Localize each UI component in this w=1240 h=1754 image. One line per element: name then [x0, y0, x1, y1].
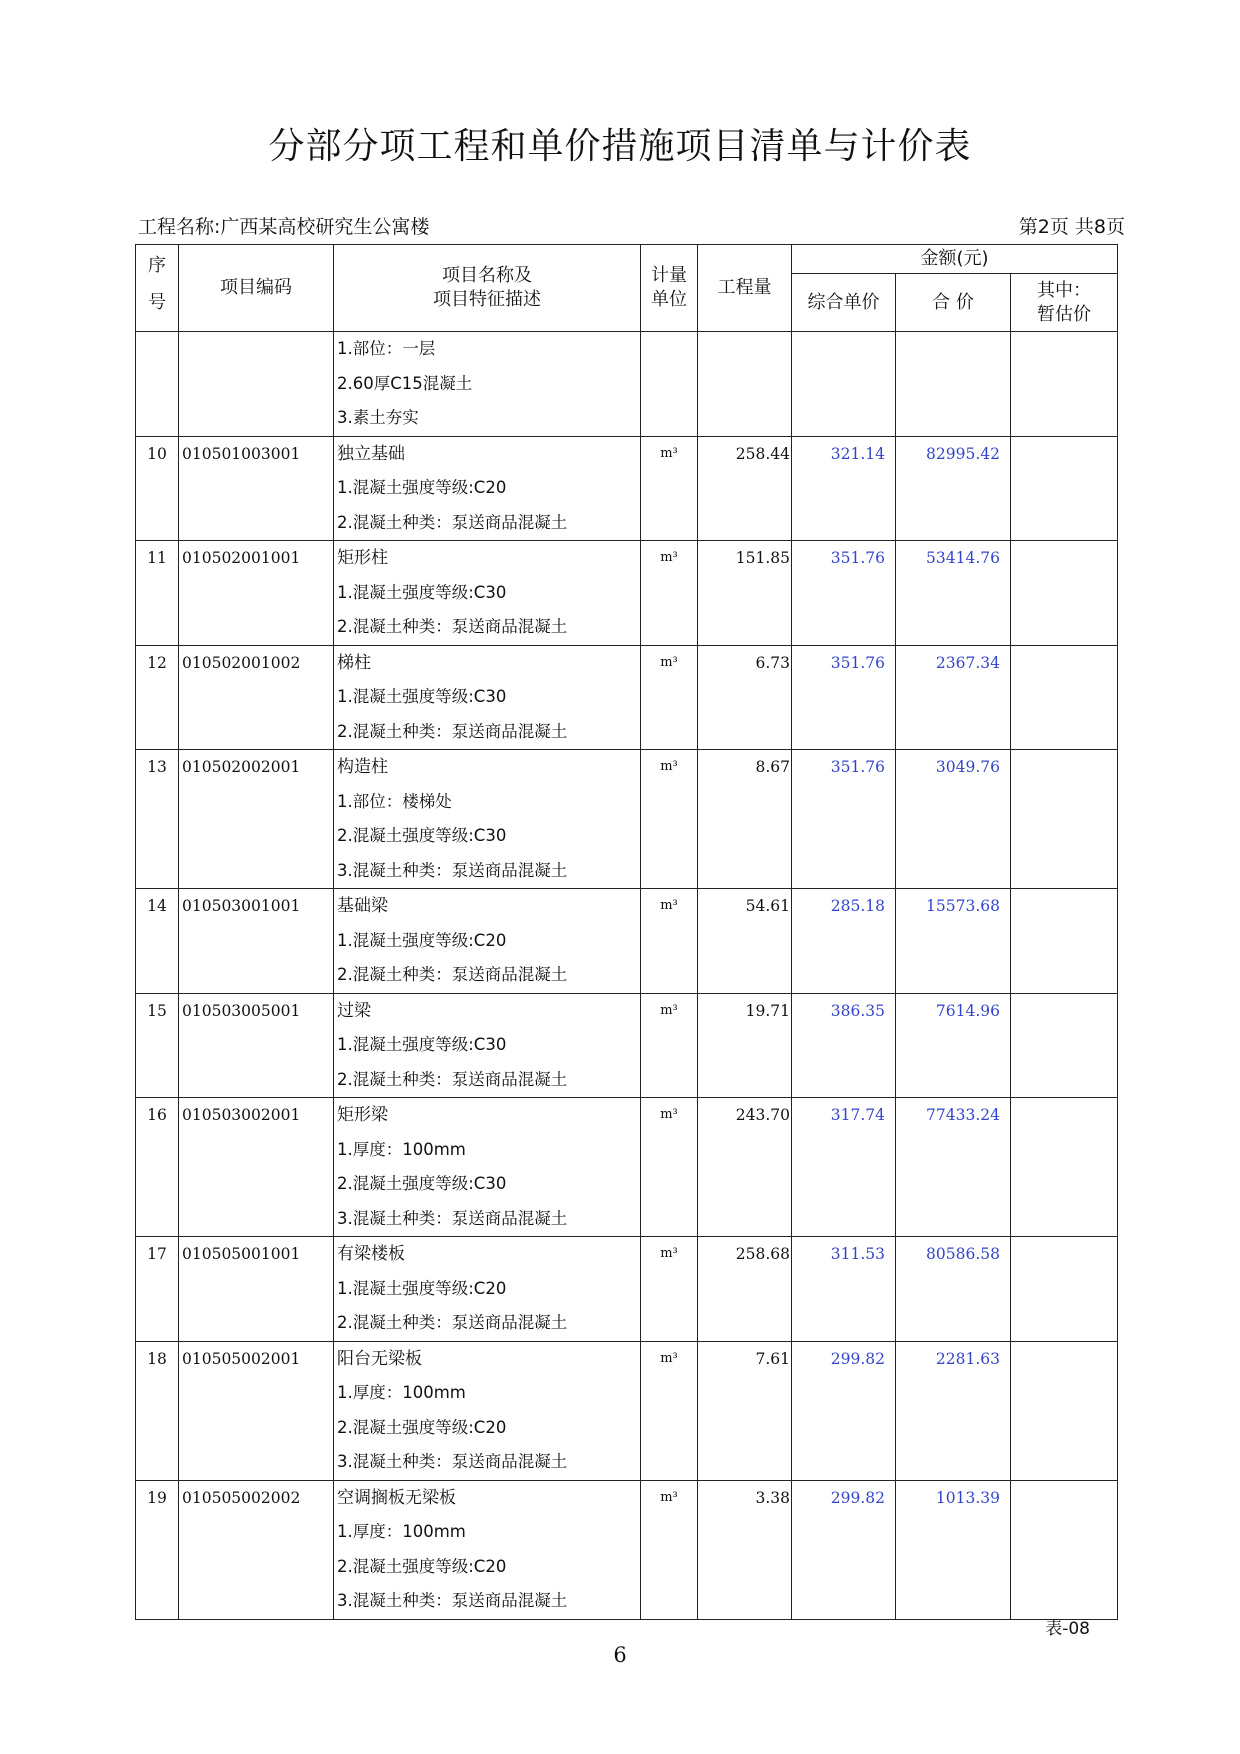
cell-total [896, 1098, 1011, 1237]
desc-line: 2.60厚C15混凝土 [337, 373, 473, 393]
project-name: 工程名称:广西某高校研究生公寓楼 [138, 216, 430, 238]
header-unit: 计量 单位 [641, 245, 698, 332]
total-value: 7614.96 [935, 1001, 1000, 1020]
desc-line: 3.素土夯实 [337, 408, 419, 427]
total-value: 2367.34 [935, 653, 1000, 672]
table-row [136, 993, 1118, 1098]
cell-qty [698, 1237, 792, 1342]
seq-value: 17 [147, 1245, 167, 1263]
unit-price-value: 351.76 [830, 653, 885, 672]
desc-line: 3.混凝土种类：泵送商品混凝土 [337, 1208, 568, 1228]
item-name: 基础梁 [337, 896, 388, 916]
desc-line: 2.混凝土种类：泵送商品混凝土 [337, 1313, 568, 1332]
cell-unit [641, 1098, 698, 1237]
cell-code [179, 889, 334, 994]
cell-total [896, 436, 1011, 541]
desc-line: 1.部位：一层 [337, 339, 436, 358]
desc-line: 3.混凝土种类：泵送商品混凝土 [337, 1591, 568, 1610]
cell-code [179, 1341, 334, 1480]
unit-price-value: 351.76 [830, 758, 885, 776]
unit-price-value: 386.35 [830, 1001, 885, 1020]
header-seq: 序 号 [136, 245, 179, 332]
cell-qty [698, 889, 792, 994]
desc-line: 1.厚度：100mm [337, 1522, 466, 1541]
cell-qty [698, 993, 792, 1098]
bill-table [135, 244, 1118, 1620]
cell-unit [641, 541, 698, 646]
code-value: 010503005001 [182, 1001, 301, 1020]
cell-seq [136, 1237, 179, 1342]
cell-total [896, 750, 1011, 889]
item-name: 有梁楼板 [337, 1244, 405, 1264]
cell-est [1011, 332, 1118, 437]
cell-total [896, 645, 1011, 750]
seq-value: 11 [147, 549, 167, 567]
cell-desc [334, 436, 641, 541]
page-number: 6 [613, 1643, 627, 1667]
desc-line: 2.混凝土种类：泵送商品混凝土 [337, 721, 568, 741]
unit-price-value: 351.76 [830, 549, 885, 567]
cell-estimate [1011, 1480, 1118, 1619]
item-name: 空调搁板无梁板 [337, 1487, 456, 1508]
total-value: 2281.63 [935, 1349, 1000, 1368]
cell-estimate [1011, 1341, 1118, 1480]
cell-estimate [1011, 993, 1118, 1098]
cell-unit [641, 1480, 698, 1619]
cell-unit [641, 993, 698, 1098]
cell-price [792, 750, 896, 889]
unit-price-value: 311.53 [830, 1245, 885, 1263]
desc-line: 3.混凝土种类：泵送商品混凝土 [337, 860, 568, 880]
cell-seq [136, 750, 179, 889]
cell-code [179, 1480, 334, 1619]
unit-value: m³ [660, 898, 678, 913]
cell-code [179, 332, 334, 437]
desc-line: 2.混凝土种类：泵送商品混凝土 [337, 617, 568, 636]
cell-unit [641, 889, 698, 994]
item-name: 梯柱 [337, 652, 371, 673]
seq-value: 12 [147, 653, 167, 672]
desc-line: 1.混凝土强度等级:C20 [337, 478, 507, 497]
code-value: 010502001001 [182, 549, 301, 567]
cell-code [179, 436, 334, 541]
desc-line: 3.混凝土种类：泵送商品混凝土 [337, 1452, 568, 1471]
cell-price [792, 645, 896, 750]
cell-qty [698, 1480, 792, 1619]
cell-desc [334, 993, 641, 1098]
seq-value: 18 [147, 1349, 167, 1368]
unit-value: m³ [660, 1350, 678, 1366]
unit-price-value: 285.18 [830, 897, 885, 915]
code-value: 010503002001 [182, 1106, 301, 1124]
cell-code [179, 993, 334, 1098]
seq-value: 14 [147, 897, 167, 915]
unit-price-value: 321.14 [830, 444, 885, 463]
cell-total [896, 1237, 1011, 1342]
table-row [136, 1237, 1118, 1342]
unit-price-value: 299.82 [830, 1488, 885, 1507]
cell-desc [334, 1237, 641, 1342]
desc-line: 2.混凝土种类：泵送商品混凝土 [337, 512, 568, 532]
code-value: 010505002001 [182, 1349, 301, 1368]
qty-value: 8.67 [755, 758, 790, 776]
code-value: 010501003001 [182, 444, 301, 463]
desc-line: 2.混凝土强度等级:C20 [337, 1556, 507, 1576]
cell-estimate [1011, 889, 1118, 994]
desc-line: 1.混凝土强度等级:C30 [337, 687, 507, 706]
desc-line: 1.混凝土强度等级:C30 [337, 582, 507, 602]
cell-total [896, 1341, 1011, 1480]
total-value: 3049.76 [935, 758, 1000, 776]
page-title: 分部分项工程和单价措施项目清单与计价表 [268, 126, 972, 167]
header-amount: 金额(元) [792, 245, 1118, 274]
cell-unit [641, 1341, 698, 1480]
item-name: 过梁 [337, 1000, 371, 1021]
table-number: 表-08 [1045, 1619, 1090, 1639]
item-name: 阳台无梁板 [337, 1348, 422, 1369]
desc-line: 1.混凝土强度等级:C20 [337, 1278, 507, 1298]
qty-value: 243.70 [735, 1106, 790, 1124]
cell-price [792, 436, 896, 541]
seq-value: 15 [147, 1001, 167, 1020]
cell-seq [136, 436, 179, 541]
cell-desc [334, 1341, 641, 1480]
cell-seq [136, 541, 179, 646]
header-estimate: 其中： 暂估价 [1011, 274, 1118, 332]
cell-desc [334, 750, 641, 889]
code-value: 010505002002 [182, 1488, 301, 1507]
cell-qty [698, 332, 792, 437]
table-row [136, 750, 1118, 889]
cell-total [896, 1480, 1011, 1619]
cell-estimate [1011, 1237, 1118, 1342]
cell-unit [641, 645, 698, 750]
qty-value: 7.61 [755, 1349, 790, 1368]
cell-price [792, 1480, 896, 1619]
code-value: 010502002001 [182, 758, 301, 776]
desc-line: 2.混凝土种类：泵送商品混凝土 [337, 1069, 568, 1089]
unit-price-value: 317.74 [830, 1106, 885, 1124]
desc-line: 1.部位：楼梯处 [337, 791, 452, 811]
header-total: 合 价 [896, 274, 1011, 332]
cell-qty [698, 1341, 792, 1480]
qty-value: 19.71 [745, 1001, 790, 1020]
cell-qty [698, 750, 792, 889]
cell-price [792, 541, 896, 646]
cell-total [896, 993, 1011, 1098]
seq-value: 16 [147, 1106, 167, 1124]
cell-desc [334, 1098, 641, 1237]
cell-seq [136, 332, 179, 437]
page-info: 第2页 共8页 [1018, 216, 1125, 238]
desc-line: 1.厚度：100mm [337, 1139, 466, 1159]
qty-value: 6.73 [755, 653, 790, 672]
cell-seq [136, 1480, 179, 1619]
cell-unit [641, 1237, 698, 1342]
total-value: 15573.68 [926, 897, 1000, 915]
cell-price [792, 889, 896, 994]
table-row [136, 541, 1118, 646]
cell-qty [698, 645, 792, 750]
table-row [136, 645, 1118, 750]
header-qty: 工程量 [698, 245, 792, 332]
unit-value: m³ [660, 654, 678, 670]
header-name: 项目名称及 项目特征描述 [334, 245, 641, 332]
cell-estimate [1011, 750, 1118, 889]
cell-estimate [1011, 541, 1118, 646]
unit-value: m³ [660, 759, 678, 774]
item-name: 独立基础 [337, 443, 405, 464]
total-value: 53414.76 [926, 549, 1000, 567]
cell-price [792, 1098, 896, 1237]
seq-value: 10 [147, 444, 167, 463]
unit-value: m³ [660, 1246, 678, 1261]
cell-estimate [1011, 1098, 1118, 1237]
table-row [136, 889, 1118, 994]
total-value: 82995.42 [926, 444, 1000, 463]
qty-value: 3.38 [755, 1488, 790, 1507]
cell-unit [641, 750, 698, 889]
unit-value: m³ [660, 550, 678, 565]
unit-value: m³ [660, 1107, 678, 1122]
cell-seq [136, 889, 179, 994]
cell-qty [698, 436, 792, 541]
cell-seq [136, 645, 179, 750]
unit-value: m³ [660, 1489, 678, 1505]
table-body [136, 332, 1118, 1620]
code-value: 010505001001 [182, 1245, 301, 1263]
item-name: 矩形梁 [337, 1105, 388, 1125]
seq-value: 13 [147, 758, 167, 776]
qty-value: 151.85 [735, 549, 790, 567]
qty-value: 54.61 [745, 897, 790, 915]
unit-value: m³ [660, 1002, 678, 1018]
cell-desc [334, 332, 641, 437]
total-value: 77433.24 [926, 1106, 1000, 1124]
desc-line: 1.混凝土强度等级:C30 [337, 1035, 507, 1054]
cell-code [179, 1098, 334, 1237]
cell-price [792, 1341, 896, 1480]
header-code: 项目编码 [179, 245, 334, 332]
desc-line: 2.混凝土强度等级:C30 [337, 1174, 507, 1193]
unit-price-value: 299.82 [830, 1349, 885, 1368]
cell-seq [136, 1098, 179, 1237]
cell-unit [641, 332, 698, 437]
qty-value: 258.68 [735, 1245, 790, 1263]
cell-price [792, 332, 896, 437]
table-row [136, 1480, 1118, 1619]
item-name: 矩形柱 [337, 548, 388, 568]
cell-estimate [1011, 645, 1118, 750]
table-row-continued [136, 332, 1118, 437]
item-name: 构造柱 [337, 757, 388, 777]
table-row [136, 1098, 1118, 1237]
cell-total [896, 332, 1011, 437]
cell-desc [334, 889, 641, 994]
desc-line: 1.厚度：100mm [337, 1383, 466, 1402]
code-value: 010503001001 [182, 897, 301, 915]
desc-line: 2.混凝土种类：泵送商品混凝土 [337, 965, 568, 984]
cell-estimate [1011, 436, 1118, 541]
cell-seq [136, 1341, 179, 1480]
table-row [136, 436, 1118, 541]
cell-desc [334, 541, 641, 646]
code-value: 010502001002 [182, 653, 301, 672]
cell-code [179, 750, 334, 889]
desc-line: 1.混凝土强度等级:C20 [337, 930, 507, 950]
desc-line: 2.混凝土强度等级:C30 [337, 826, 507, 845]
cell-total [896, 541, 1011, 646]
cell-code [179, 1237, 334, 1342]
cell-code [179, 645, 334, 750]
cell-seq [136, 993, 179, 1098]
desc-line: 2.混凝土强度等级:C20 [337, 1417, 507, 1437]
qty-value: 258.44 [735, 444, 790, 463]
cell-price [792, 1237, 896, 1342]
header-unit-price: 综合单价 [792, 274, 896, 332]
cell-desc [334, 645, 641, 750]
total-value: 1013.39 [935, 1488, 1000, 1507]
unit-value: m³ [660, 445, 678, 461]
total-value: 80586.58 [926, 1245, 1000, 1263]
cell-qty [698, 1098, 792, 1237]
cell-unit [641, 436, 698, 541]
table-row [136, 1341, 1118, 1480]
cell-total [896, 889, 1011, 994]
seq-value: 19 [147, 1488, 167, 1507]
cell-price [792, 993, 896, 1098]
cell-code [179, 541, 334, 646]
cell-desc [334, 1480, 641, 1619]
cell-qty [698, 541, 792, 646]
